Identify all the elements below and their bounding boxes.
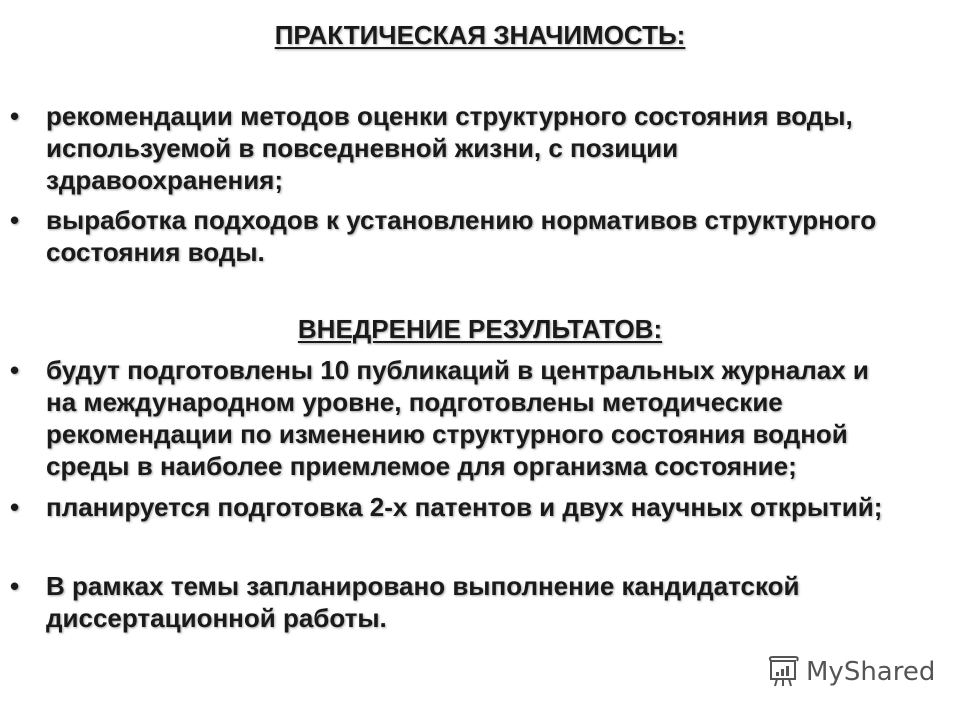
watermark-text: MyShared	[806, 657, 936, 687]
bullet-icon: •	[10, 492, 20, 522]
bullet-icon: •	[10, 355, 20, 385]
bullet-line: рекомендации методов оценки структурного состояния воды,	[46, 101, 853, 131]
heading-implementation-results: ВНЕДРЕНИЕ РЕЗУЛЬТАТОВ:	[297, 314, 663, 344]
bullet-line: диссертационной работы.	[46, 603, 387, 633]
bullet-line: выработка подходов к установлению нормативов структурного	[46, 205, 877, 235]
bullet-line: будут подготовлены 10 публикаций в центральных журналах и	[46, 355, 869, 385]
bullet-line: В рамках темы запланировано выполнение кандидатской	[46, 571, 800, 601]
bullet-item	[0, 570, 960, 634]
watermark	[766, 655, 935, 689]
bullet-icon: •	[10, 571, 20, 601]
bullet-item	[0, 491, 960, 523]
heading-practical-significance: ПРАКТИЧЕСКАЯ ЗНАЧИМОСТЬ:	[274, 20, 686, 50]
presentation-board-icon	[766, 655, 800, 689]
bullet-item	[0, 204, 960, 268]
bullet-line: планируется подготовка 2-х патентов и двух научных открытий;	[46, 492, 883, 522]
bullet-line: на международном уровне, подготовлены методические	[46, 387, 783, 417]
bullet-line: среды в наиболее приемлемое для организма состояние;	[46, 451, 797, 481]
bullet-item	[0, 100, 960, 196]
bullet-icon: •	[10, 101, 20, 131]
bullet-line: состояния воды.	[46, 237, 265, 267]
bullet-line: здравоохранения;	[46, 165, 284, 195]
bullet-icon: •	[10, 205, 20, 235]
bullet-line: рекомендации по изменению структурного состояния водной	[46, 419, 848, 449]
bullet-item	[0, 354, 960, 482]
bullet-line: используемой в повседневной жизни, с позиции	[46, 133, 679, 163]
